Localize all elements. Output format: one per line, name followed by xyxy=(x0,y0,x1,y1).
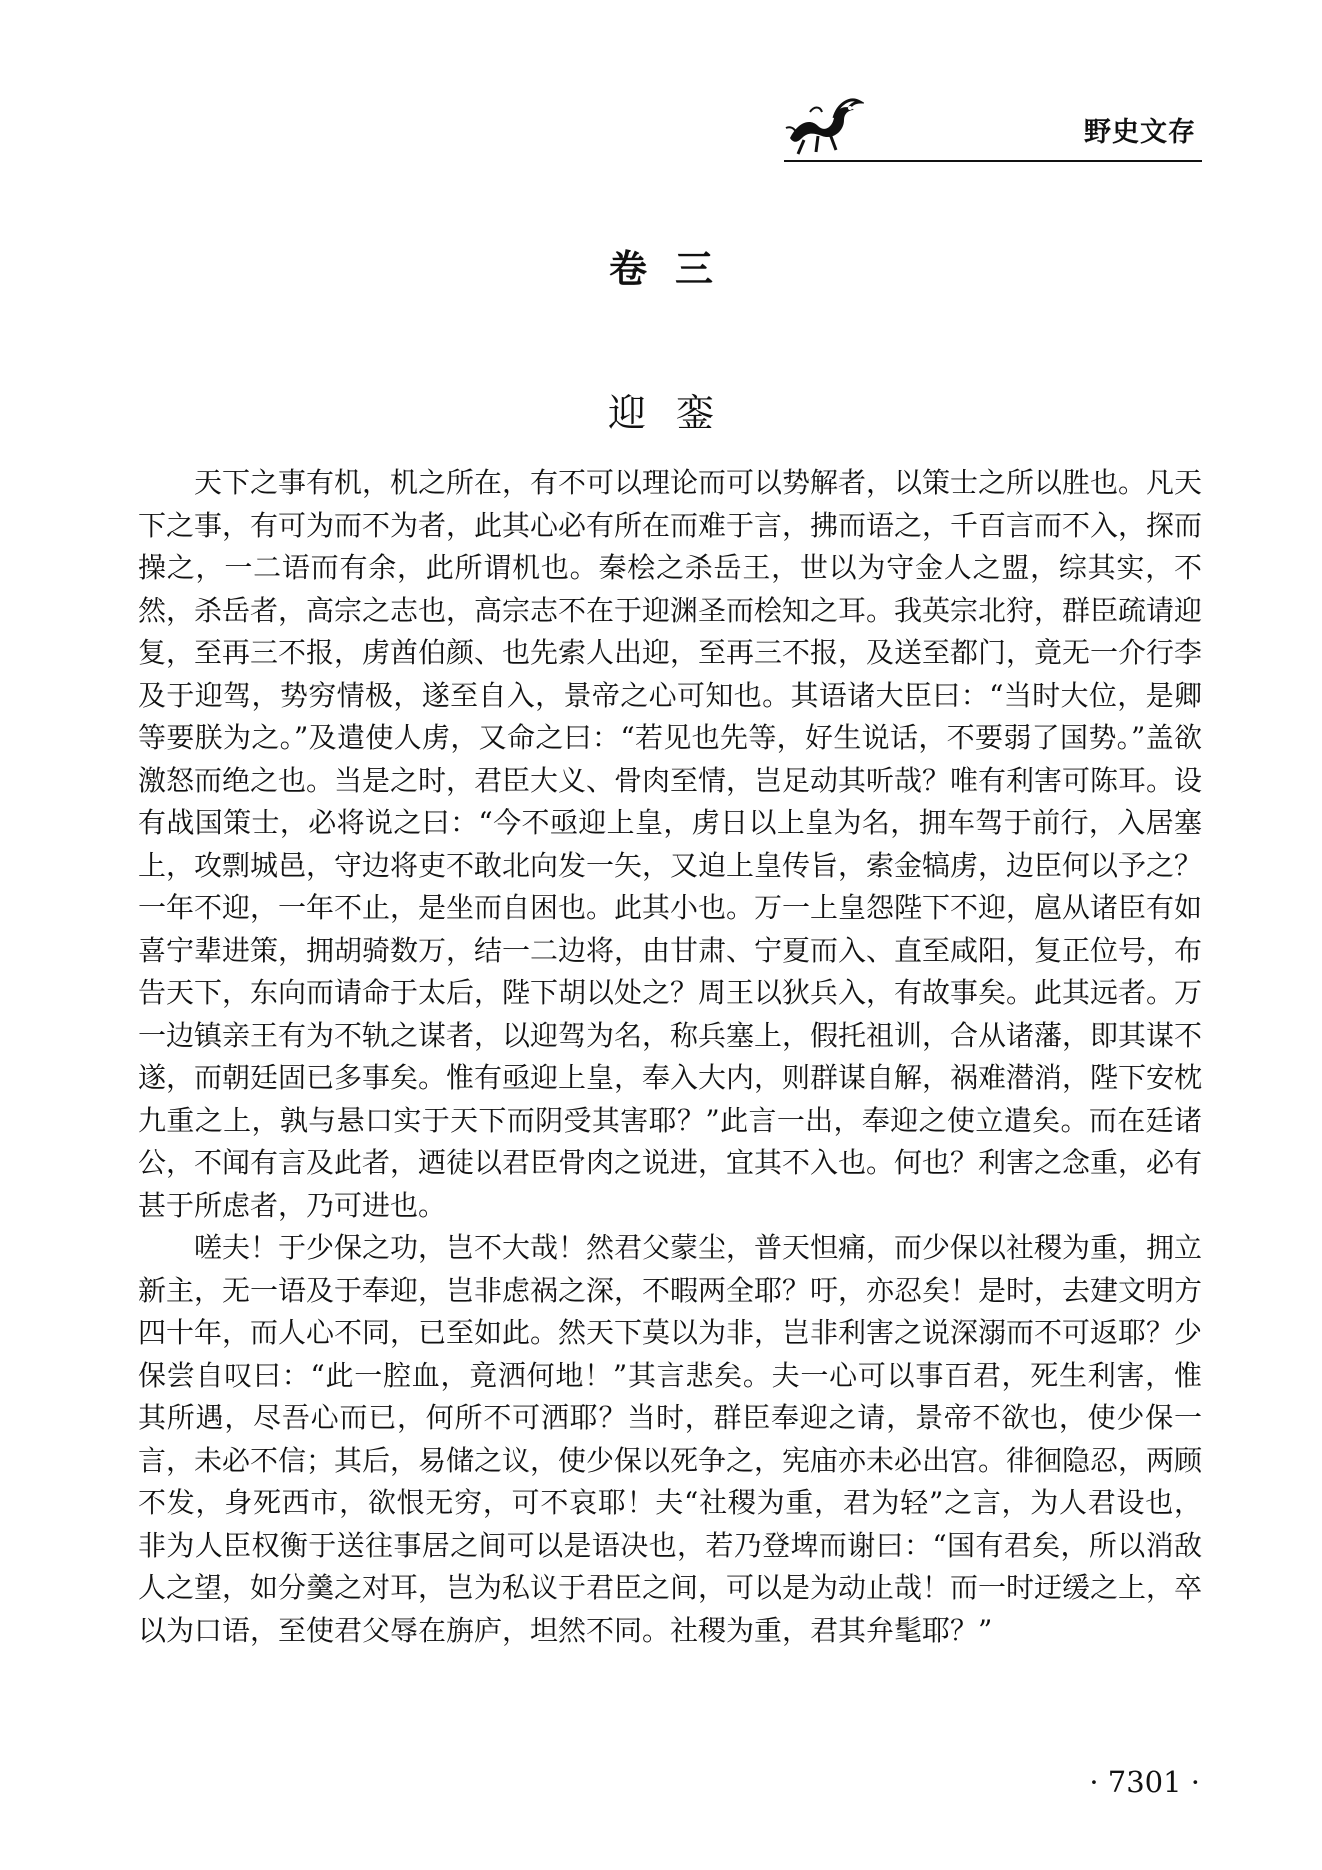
volume-title: 卷三 xyxy=(608,247,741,291)
header-rule xyxy=(784,160,1202,162)
series-title: 野史文存 xyxy=(1084,117,1196,148)
paragraph-2: 嗟夫！于少保之功，岂不大哉！然君父蒙尘，普天怛痛，而少保以社稷为重，拥立新主，无一语及于奉迎，岂非虑祸之深，不暇两全耶？吁，亦忍矣！是时，去建文明方四十年，而人心不同，已至如此。然天下莫以为非，岂非利害之说深溺而不可返耶？少保尝自叹曰：“此一腔血，竟洒何地！”其言悲矣。夫一心可以事百君，死生利害，惟其所遇，尽吾心而已，何所不可洒耶？当时，群臣奉迎之请，景帝不欲也，使少保一言，未必不信；其后，易储之议，使少保以死争之，宪庙亦未必出宫。徘徊隐忍，两顾不发，身死西市，欲恨无穷，可不哀耶！夫“社稷为重，君为轻”之言，为人君设也，非为人臣权衡于送往事居之间可以是语决也，若乃登埤而谢曰：“国有君矣，所以消敌人之望，如分羹之对耳，岂为私议于君臣之间，可以是为动止哉！而一时迂缓之上，卒以为口语，至使君父辱在旃庐，坦然不同。社稷为重，君其弁髦耶？” xyxy=(138,1231,1203,1647)
body-text xyxy=(138,462,1202,1652)
dragon-emblem-icon xyxy=(784,88,864,158)
running-header xyxy=(784,88,1204,168)
section-title: 迎銮 xyxy=(607,391,744,435)
page-number: · 7301 · xyxy=(1089,1765,1200,1799)
paragraph-1: 天下之事有机，机之所在，有不可以理论而可以势解者，以策士之所以胜也。凡天下之事，有可为而不为者，此其心必有所在而难于言，拂而语之，千百言而不入，探而操之，一二语而有余，此所谓机也。秦桧之杀岳王，世以为守金人之盟，综其实，不然，杀岳者，高宗之志也，高宗志不在于迎渊圣而桧知之耳。我英宗北狩，群臣疏请迎复，至再三不报，虏酋伯颜、也先索人出迎，至再三不报，及送至都门，竟无一介行李及于迎驾，势穷情极，遂至自入，景帝之心可知也。其语诸大臣曰：“当时大位，是卿等要朕为之。”及遣使人虏，又命之曰：“若见也先等，好生说话，不要弱了国势。”盖欲激怒而绝之也。当是之时，君臣大义、骨肉至情，岂足动其听哉？唯有利害可陈耳。设有战国策士，必将说之曰：“今不亟迎上皇，虏日以上皇为名，拥车驾于前行，入居塞上，攻剽城邑，守边将吏不敢北向发一矢，又迫上皇传旨，索金犒虏，边臣何以予之？一年不迎，一年不止，是坐而自困也。此其小也。万一上皇怨陛下不迎，扈从诸臣有如喜宁辈进策，拥胡骑数万，结一二边将，由甘肃、宁夏而入、直至咸阳，复正位号，布告天下，东向而请命于太后，陛下胡以处之？周王以狄兵入，有故事矣。此其远者。万一边镇亲王有为不轨之谋者，以迎驾为名，称兵塞上，假托祖训，合从诸藩，即其谋不遂，而朝廷固已多事矣。惟有亟迎上皇，奉入大内，则群谋自解，祸难潜消，陛下安枕九重之上，孰与悬口实于天下而阴受其害耶？”此言一出，奉迎之使立遣矣。而在廷诸公，不闻有言及此者，迺徒以君臣骨肉之说进，宜其不入也。何也？利害之念重，必有甚于所虑者，乃可进也。 xyxy=(138,466,1203,1222)
